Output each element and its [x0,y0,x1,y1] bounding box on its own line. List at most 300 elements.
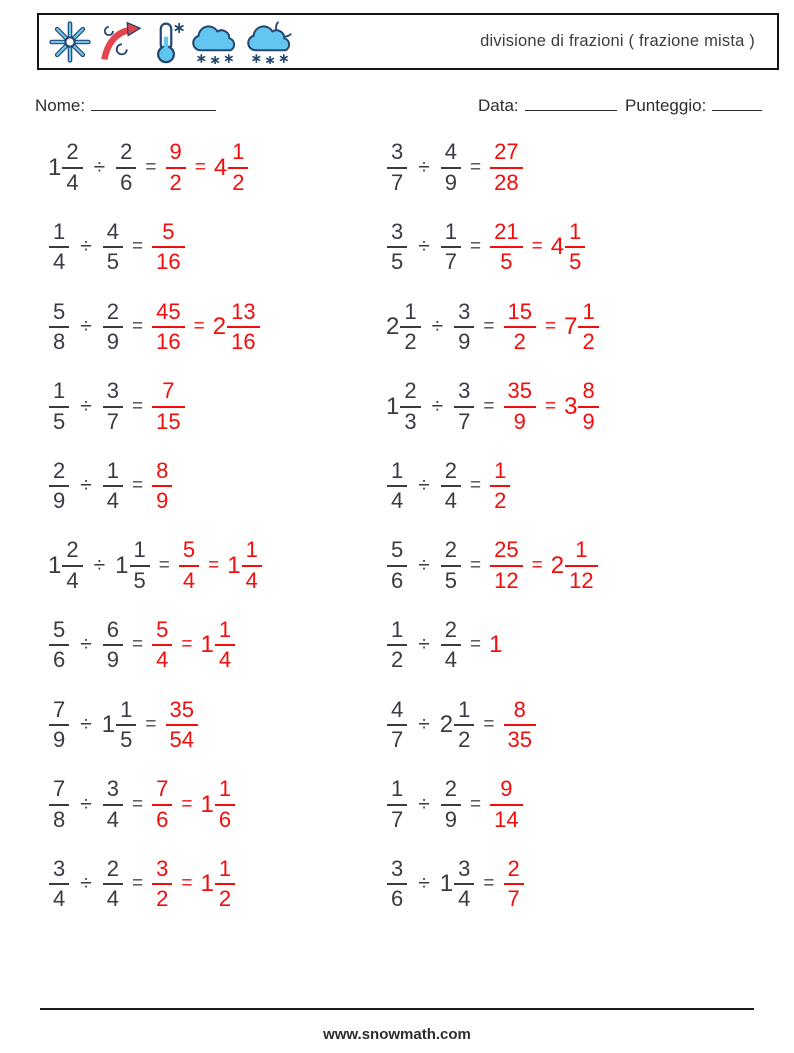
answer-mixed-whole: 2 [212,312,227,340]
problem-cell [338,367,794,447]
dividend-denominator: 6 [391,886,404,912]
dividend-denominator: 8 [53,328,66,354]
divisor-numerator: 1 [441,220,461,248]
answer-mixed [227,538,263,593]
answer-mixed-fraction [215,857,235,912]
dividend-denominator: 6 [391,567,404,593]
problem-cell [0,606,338,686]
divide-operator: ÷ [80,633,92,657]
dividend-numerator: 3 [387,140,407,168]
divide-operator: ÷ [80,394,92,418]
dividend [386,220,408,275]
divisor-numerator: 2 [441,618,461,646]
punteggio-blank-line [712,95,762,111]
dividend-numerator: 5 [387,538,407,566]
answer-denominator: 54 [169,726,194,752]
divisor-fraction [103,777,123,832]
problem-cell [338,526,794,606]
equals-sign: = [531,554,543,576]
divisor [440,698,476,753]
problem-cell [338,446,794,526]
divisor-fraction [103,300,123,355]
answer-mixed-denominator: 12 [569,567,594,593]
divisor-denominator: 4 [106,806,120,832]
equals-sign: = [181,793,193,815]
nome-label: Nome: [35,96,86,115]
answer-numerator: 2 [504,857,524,885]
divisor [102,777,124,832]
answer-mixed-whole: 2 [550,551,565,579]
answer-mixed-whole: 4 [213,153,228,181]
header-box [37,13,779,70]
answer-numerator: 5 [152,618,172,646]
divisor [440,777,462,832]
dividend-fraction [387,538,407,593]
answer [151,459,173,514]
divisor-fraction [441,220,461,275]
dividend-whole: 2 [386,312,400,340]
divisor-denominator: 9 [444,806,458,832]
dividend-numerator: 7 [49,777,69,805]
answer-numerator: 7 [152,777,172,805]
divisor-fraction [103,618,123,673]
answer-denominator: 35 [507,726,532,752]
dividend-numerator: 1 [387,618,407,646]
equals-sign: = [470,634,482,656]
answer-numerator: 9 [490,777,522,805]
answer-mixed-fraction [215,618,235,673]
answer-mixed-fraction [215,777,235,832]
answer-mixed-numerator: 1 [215,857,235,885]
answer-mixed-numerator: 1 [228,140,248,168]
answer-fraction [152,220,184,275]
answer-fraction [179,538,199,593]
divisor-fraction [103,379,123,434]
answer [503,300,537,355]
divisor-numerator: 3 [103,777,123,805]
dividend-numerator: 2 [400,379,420,407]
divide-operator: ÷ [80,792,92,816]
dividend-denominator: 4 [391,488,404,514]
divisor-denominator: 9 [458,328,471,354]
answer [503,857,525,912]
divisor-denominator: 5 [133,567,146,593]
answer-mixed-numerator: 1 [578,300,598,328]
dividend-denominator: 5 [53,408,66,434]
snowflake-icon [47,20,93,64]
dividend-numerator: 1 [387,777,407,805]
answer-denominator: 2 [169,169,182,195]
dividend [48,698,70,753]
dividend-numerator: 2 [62,140,82,168]
equals-sign: = [208,554,220,576]
dividend [386,300,422,355]
answer-numerator: 15 [504,300,536,328]
answer [178,538,200,593]
answer-numerator: 35 [504,379,536,407]
divisor-denominator: 9 [106,647,120,673]
equals-sign: = [470,475,482,497]
answer-mixed-denominator: 5 [569,249,582,275]
divide-operator: ÷ [93,155,106,179]
divide-operator: ÷ [431,394,444,418]
divisor [102,300,124,355]
divisor-numerator: 3 [454,857,474,885]
problem-cell [0,526,338,606]
answer [489,140,523,195]
divide-operator: ÷ [418,155,430,179]
divisor [102,618,124,673]
answer [151,220,185,275]
divisor-fraction [454,698,474,753]
answer-fraction [490,538,522,593]
answer-mixed-whole: 7 [564,312,578,340]
equals-sign: = [194,156,206,178]
dividend-denominator: 2 [404,328,417,354]
divisor [440,140,462,195]
answer-denominator: 7 [507,886,520,912]
answer [151,777,173,832]
dividend-denominator: 6 [53,647,66,673]
dividend-fraction [49,777,69,832]
dividend-numerator: 2 [49,459,69,487]
answer-mixed-numerator: 1 [215,618,235,646]
dividend-numerator: 7 [49,698,69,726]
divisor [453,300,475,355]
equals-sign: = [132,315,144,337]
equals-sign: = [483,395,495,417]
divisor-numerator: 3 [454,300,474,328]
dividend-numerator: 3 [387,857,407,885]
answer-denominator: 28 [494,169,519,195]
divisor-whole: 1 [439,870,454,898]
answer-mixed [564,300,600,355]
answer-mixed [201,857,237,912]
answer-denominator: 2 [156,886,169,912]
answer-fraction [504,857,524,912]
divisor-numerator: 3 [103,379,123,407]
equals-sign: = [145,156,157,178]
divisor [115,140,137,195]
divide-operator: ÷ [418,553,430,577]
dividend-fraction [49,379,69,434]
divisor-denominator: 5 [120,726,133,752]
dividend-denominator: 7 [391,169,404,195]
weather-icon-strip [39,20,297,64]
divide-operator: ÷ [418,474,430,498]
answer-mixed-whole: 3 [564,392,578,420]
dividend-numerator: 2 [62,538,82,566]
punteggio-label: Punteggio: [625,96,707,115]
answer-numerator: 27 [490,140,522,168]
dividend-numerator: 4 [387,698,407,726]
problem-cell [0,446,338,526]
dividend-numerator: 5 [49,618,69,646]
answer [489,633,502,657]
dividend-numerator: 3 [387,220,407,248]
dividend-denominator: 3 [404,408,417,434]
dividend-fraction [49,618,69,673]
dividend-denominator: 9 [53,488,66,514]
answer [489,220,523,275]
divisor-denominator: 7 [458,408,471,434]
night-snow-cloud-icon [245,20,297,64]
dividend-fraction [49,857,69,912]
dividend-fraction [400,300,420,355]
problem-cell [338,606,794,686]
problem-cell [338,287,794,367]
nome-blank-line [91,95,216,111]
divide-operator: ÷ [93,553,106,577]
answer-mixed-denominator: 4 [245,567,258,593]
dividend [386,538,408,593]
divisor-numerator: 2 [103,300,123,328]
answer [165,698,199,753]
dividend-fraction [62,538,82,593]
answer-numerator: 8 [504,698,536,726]
dividend [386,379,422,434]
answer-fraction [490,777,522,832]
dividend-numerator: 1 [49,379,69,407]
answer-mixed-fraction [228,140,248,195]
divisor-denominator: 2 [458,726,471,752]
divisor-fraction [454,300,474,355]
dividend [48,777,70,832]
equals-sign: = [544,315,557,337]
answer-fraction [504,379,536,434]
dividend [386,698,408,753]
dividend-numerator: 1 [400,300,420,328]
dividend [48,379,70,434]
problem-cell [0,844,338,924]
answer-fraction [490,140,522,195]
answer-mixed [213,300,261,355]
divide-operator: ÷ [80,235,92,259]
divisor-denominator: 6 [120,169,133,195]
divisor-fraction [454,857,474,912]
equals-sign: = [531,236,543,258]
divisor [102,698,138,753]
divisor-fraction [441,140,461,195]
answer-numerator: 35 [166,698,198,726]
divisor [440,857,476,912]
answer-mixed-denominator: 4 [218,647,232,673]
divisor-denominator: 9 [106,328,120,354]
answer [151,379,185,434]
divisor-denominator: 5 [106,249,120,275]
dividend-whole: 1 [48,551,62,579]
divisor-whole: 1 [101,710,116,738]
answer-denominator: 16 [156,328,181,354]
nome-field [35,95,216,116]
divisor-fraction [441,618,461,673]
answer-denominator: 4 [156,647,169,673]
dividend [386,777,408,832]
equals-sign: = [132,236,144,258]
data-label: Data: [478,96,519,115]
answer-fraction [152,857,172,912]
divisor [440,220,462,275]
equals-sign: = [470,156,482,178]
answer [151,300,185,355]
answer [151,857,173,912]
dividend [48,140,84,195]
answer-mixed-fraction [242,538,262,593]
dividend-denominator: 5 [391,249,404,275]
divisor-numerator: 2 [441,459,461,487]
answer-mixed [201,777,237,832]
divisor [440,459,462,514]
snow-cloud-icon [190,20,242,64]
divisor-numerator: 4 [103,220,123,248]
answer [503,379,537,434]
footer-url: www.snowmath.com [323,1026,471,1043]
answer-fraction [504,698,536,753]
problem-cell [338,765,794,845]
punteggio-field [625,95,762,116]
answer-mixed-whole: 1 [200,870,214,898]
divide-operator: ÷ [80,314,92,338]
dividend-fraction [400,379,420,434]
answer-numerator: 5 [179,538,199,566]
divisor-whole: 2 [439,710,454,738]
divisor [115,538,151,593]
divide-operator: ÷ [80,712,92,736]
divide-operator: ÷ [418,712,430,736]
divisor-fraction [454,379,474,434]
answer-fraction [152,777,172,832]
problem-cell [338,128,794,208]
answer-mixed-fraction [565,220,585,275]
dividend-fraction [49,698,69,753]
answer-mixed-denominator: 2 [582,328,595,354]
divisor-numerator: 1 [130,538,150,566]
answer-mixed-fraction [578,300,598,355]
equals-sign: = [158,554,170,576]
answer-mixed-whole: 1 [227,551,241,579]
dividend-numerator: 1 [49,220,69,248]
equals-sign: = [470,554,482,576]
answer-mixed-numerator: 13 [227,300,259,328]
answer-numerator: 5 [152,220,184,248]
answer-mixed [564,379,600,434]
equals-sign: = [132,873,144,895]
answer-mixed [551,538,599,593]
dividend-fraction [49,459,69,514]
problem-cell [0,208,338,288]
dividend [48,618,70,673]
equals-sign: = [181,873,193,895]
dividend-whole: 1 [386,392,400,420]
dividend [386,140,408,195]
answer-fraction [152,379,184,434]
dividend-denominator: 4 [66,567,79,593]
dividend-fraction [62,140,82,195]
equals-sign: = [483,873,495,895]
answer-numerator: 9 [166,140,186,168]
problem-cell [0,765,338,845]
divisor-denominator: 7 [444,249,458,275]
answer-mixed-denominator: 9 [582,408,595,434]
dividend-denominator: 4 [53,249,66,275]
divide-operator: ÷ [418,872,430,896]
answer-denominator: 6 [156,806,169,832]
divisor-denominator: 4 [444,488,458,514]
dividend-denominator: 2 [391,647,404,673]
answer-denominator: 9 [513,408,526,434]
dividend-denominator: 9 [53,726,66,752]
problem-cell [338,208,794,288]
answer-denominator: 2 [494,488,507,514]
divisor [102,459,124,514]
dividend-fraction [387,698,407,753]
answer [165,140,187,195]
divisor-denominator: 4 [106,488,120,514]
problem-cell [338,844,794,924]
answer-denominator: 5 [500,249,513,275]
equals-sign: = [193,315,205,337]
dividend-fraction [387,459,407,514]
equals-sign: = [544,395,557,417]
answer-mixed-fraction [578,379,598,434]
answer-mixed-numerator: 1 [565,220,585,248]
dividend-fraction [49,220,69,275]
divisor-fraction [103,220,123,275]
dividend-denominator: 7 [391,806,404,832]
divisor-numerator: 4 [441,140,461,168]
answer-numerator: 25 [490,538,522,566]
answer-denominator: 12 [494,567,519,593]
divide-operator: ÷ [418,633,430,657]
answer-mixed-whole: 4 [550,233,565,261]
answer-denominator: 2 [513,328,526,354]
divisor-numerator: 2 [441,538,461,566]
answer-mixed-numerator: 1 [565,538,597,566]
divisor-fraction [130,538,150,593]
divisor-fraction [116,140,136,195]
answer-mixed-numerator: 1 [242,538,262,566]
answer-fraction [504,300,536,355]
divisor [440,618,462,673]
divide-operator: ÷ [80,474,92,498]
dividend [48,220,70,275]
answer-mixed-denominator: 6 [218,806,232,832]
answer [151,618,173,673]
dividend-whole: 1 [48,153,62,181]
answer-numerator: 8 [152,459,172,487]
dividend [48,459,70,514]
divisor [440,538,462,593]
divisor [102,220,124,275]
answer [503,698,537,753]
answer-mixed-denominator: 16 [231,328,256,354]
dividend [386,857,408,912]
divisor-denominator: 4 [458,886,471,912]
divisor-numerator: 1 [454,698,474,726]
equals-sign: = [132,475,144,497]
answer-mixed-fraction [227,300,259,355]
divisor-fraction [103,459,123,514]
problem-cell [0,128,338,208]
dividend-denominator: 4 [53,886,66,912]
equals-sign: = [483,315,495,337]
divisor-fraction [116,698,136,753]
equals-sign: = [132,395,144,417]
dividend [48,857,70,912]
divisor-numerator: 2 [441,777,461,805]
divisor-numerator: 3 [454,379,474,407]
answer-fraction [166,140,186,195]
